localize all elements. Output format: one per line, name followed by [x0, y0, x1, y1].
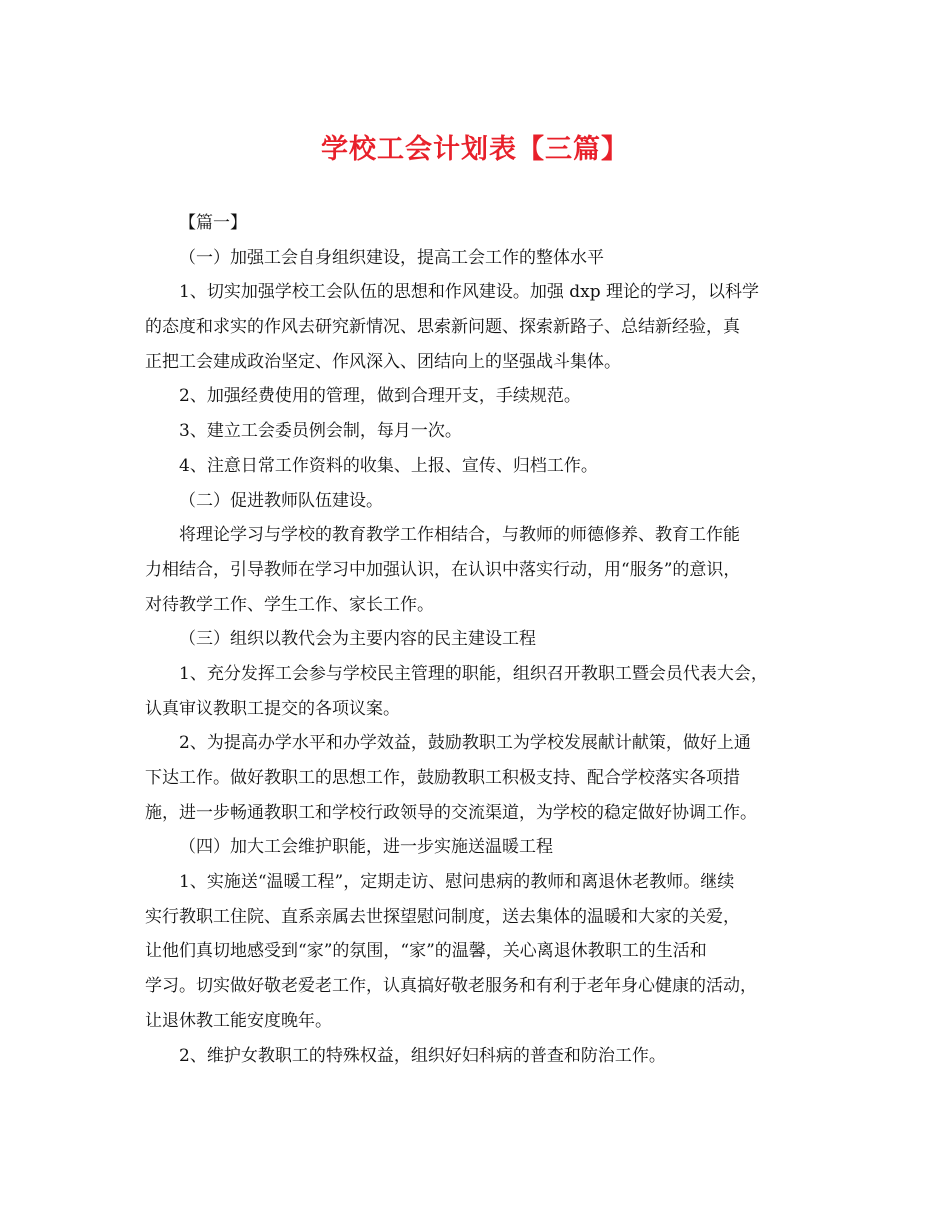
- text-line: 学习。切实做好敬老爱老工作，认真搞好敬老服务和有利于老年身心健康的活动，: [145, 976, 757, 997]
- text-line: 实行教职工住院、直系亲属去世探望慰问制度，送去集体的温暖和大家的关爱，: [145, 906, 740, 927]
- text-line: （四）加大工会维护职能，进一步实施送温暖工程: [179, 837, 553, 858]
- text-line: 1、充分发挥工会参与学校民主管理的职能，组织召开教职工暨会员代表大会，: [179, 663, 768, 684]
- text-line: 4、注意日常工作资料的收集、上报、宣传、归档工作。: [179, 455, 598, 476]
- text-line: 认真审议教职工提交的各项议案。: [145, 698, 400, 719]
- text-line: 2、为提高办学水平和办学效益，鼓励教职工为学校发展献计献策，做好上通: [179, 733, 751, 754]
- text-line: 让退休教工能安度晚年。: [145, 1010, 332, 1031]
- text-line: 1、切实加强学校工会队伍的思想和作风建设。加强 dxp 理论的学习，以科学: [179, 282, 759, 303]
- text-line: 2、加强经费使用的管理，做到合理开支，手续规范。: [179, 386, 581, 407]
- document-title: 学校工会计划表【三篇】: [321, 134, 629, 165]
- text-line: 将理论学习与学校的教育教学工作相结合，与教师的师德修养、教育工作能: [179, 525, 740, 546]
- text-line: 2、维护女教职工的特殊权益，组织好妇科病的普查和防治工作。: [179, 1045, 666, 1066]
- text-line: 对待教学工作、学生工作、家长工作。: [145, 594, 434, 615]
- text-line: 3、建立工会委员例会制，每月一次。: [179, 421, 462, 442]
- text-line: 施，进一步畅通教职工和学校行政领导的交流渠道，为学校的稳定做好协调工作。: [145, 802, 757, 823]
- text-line: （二）促进教师队伍建设。: [179, 490, 383, 511]
- text-line: 正把工会建成政治坚定、作风深入、团结向上的坚强战斗集体。: [145, 351, 621, 372]
- text-line: 下达工作。做好教职工的思想工作，鼓励教职工积极支持、配合学校落实各项措: [145, 768, 740, 788]
- text-line: 1、实施送“温暖工程”，定期走访、慰问患病的教师和离退休老教师。继续: [179, 872, 735, 893]
- text-line: 的态度和求实的作风去研究新情况、思索新问题、探索新路子、总结新经验，真: [145, 317, 740, 338]
- document-body: [145, 206, 825, 1073]
- text-line: （一）加强工会自身组织建设，提高工会工作的整体水平: [179, 247, 604, 268]
- text-line: 让他们真切地感受到“家”的氛围，“家”的温馨，关心离退休教职工的生活和: [145, 941, 707, 962]
- text-line: （三）组织以教代会为主要内容的民主建设工程: [179, 629, 536, 650]
- text-line: 力相结合，引导教师在学习中加强认识，在认识中落实行动，用“服务”的意识，: [145, 559, 741, 580]
- text-line: 【篇一】: [179, 213, 247, 233]
